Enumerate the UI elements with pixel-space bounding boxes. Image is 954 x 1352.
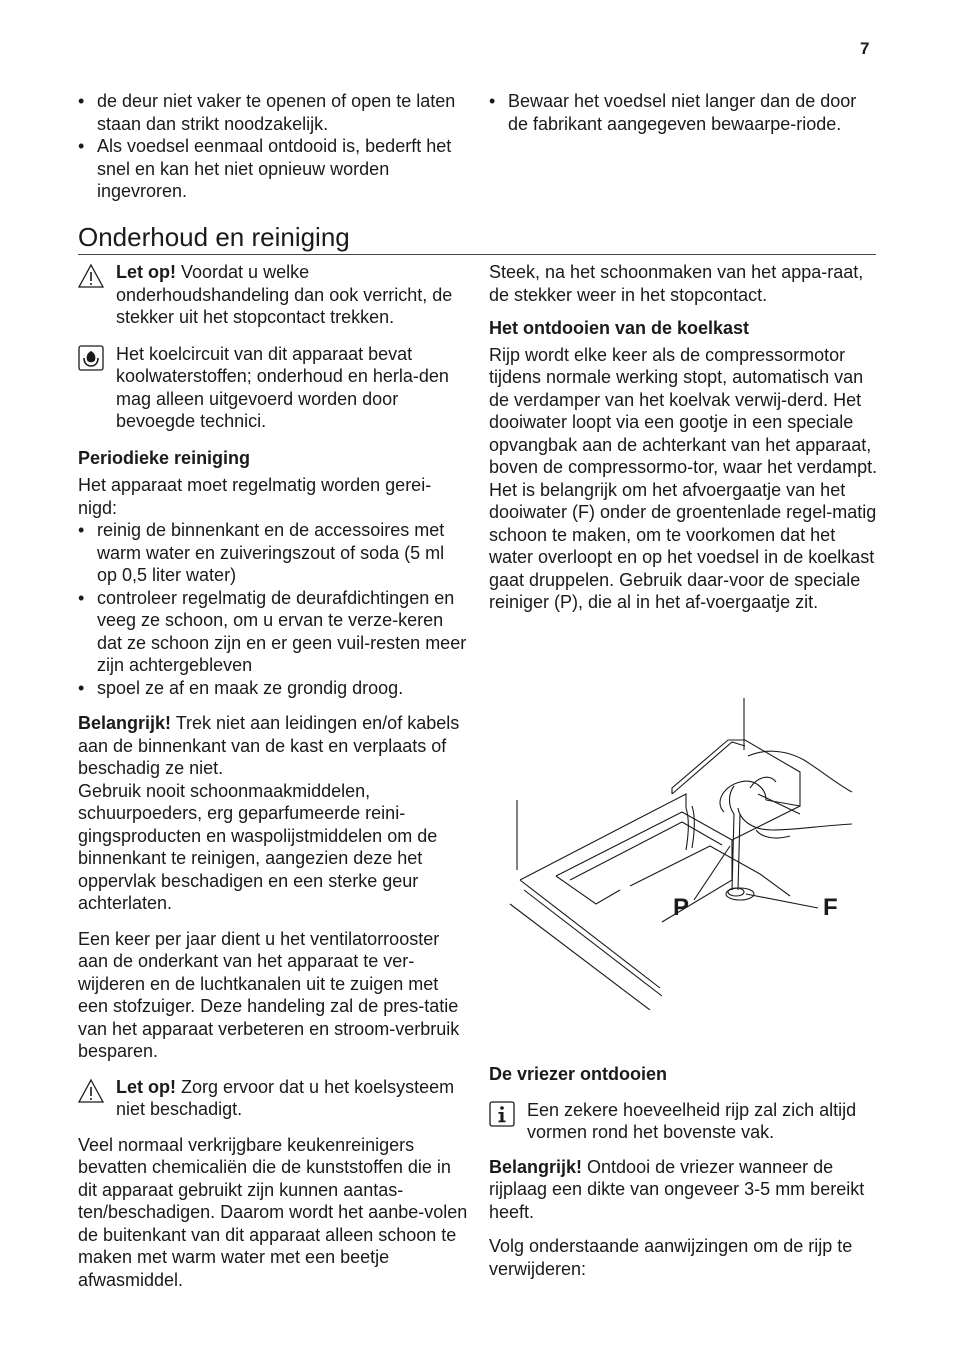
list-item: • reinig de binnenkant en de accessoires met warm water en zuiveringszout of soda (5 ml op 0,5 liter water) xyxy=(78,519,468,587)
warning-body: Zorg ervoor dat u het koelsysteem niet beschadigt. xyxy=(116,1076,455,1119)
warning-notice xyxy=(78,261,468,329)
list-item: • spoel ze af en maak ze grondig droog. xyxy=(78,677,468,700)
warning-label: Let op! xyxy=(116,262,176,282)
info-notice xyxy=(489,1099,879,1144)
yearly-maintenance-paragraph: Een keer per jaar dient u het ventilatorrooster aan de onderkant van het apparaat te ver-wijderen en de luchtkanalen uit te zuigen met een stofzuiger. Deze handeling zal de pres-tatie van het apparaat verbeteren en stroom-verbruik besparen. xyxy=(78,928,460,1061)
left-column xyxy=(78,261,468,1291)
list-item: • controleer regelmatig de deurafdichtingen en veeg ze schoon, om u ervan te verze-keren dat ze schoon zijn en er geen vuil-resten meer zijn achtergebleven xyxy=(78,587,468,677)
plug-back-paragraph: Steek, na het schoonmaken van het appa-raat, de stekker weer in het stopcontact. xyxy=(489,262,864,305)
warning-notice xyxy=(78,1076,468,1121)
list-item: • Als voedsel eenmaal ontdooid is, bederft het snel en kan het niet opnieuw worden ingevroren. xyxy=(78,135,468,203)
top-right-list-block xyxy=(489,90,879,135)
defrost-freezer-heading: De vriezer ontdooien xyxy=(489,1064,668,1084)
periodic-cleaning-intro: Het apparaat moet regelmatig worden gerei-nigd: xyxy=(78,475,432,518)
section-divider xyxy=(78,254,876,255)
warning-text xyxy=(116,1076,468,1121)
drain-cleaning-figure xyxy=(500,690,870,1010)
figure-label-p: P xyxy=(673,894,690,921)
defrost-fridge-paragraph: Rijp wordt elke keer als de compressormotor tijdens normale werking stopt, automatisch van de verdamper van het koelvak verwij-derd. Het dooiwater loopt via een gootje in een speciale opvangbak aan de achterkant van het apparaat, boven de compressormo-tor, waar het verdampt. xyxy=(489,344,878,477)
warning-label: Let op! xyxy=(116,1076,176,1097)
list-item: • Bewaar het voedsel niet langer dan de door de fabrikant aangegeven bewaarpe-riode. xyxy=(489,90,879,135)
freezer-defrost-block xyxy=(489,1063,879,1280)
cleaning-agents-paragraph: Gebruik nooit schoonmaakmiddelen, schuurpoeders, erg geparfumeerde reini-gingsproducten en waspolijstmiddelen om de binnenkant te reinigen, aangezien deze het oppervlak beschadigen en een sterke geur achterlaten. xyxy=(78,780,438,913)
important-label: Belangrijk! xyxy=(489,1156,583,1177)
warning-body: Voordat u welke onderhoudshandeling dan ook verricht, de stekker uit het stopcontact trekken. xyxy=(116,262,453,327)
drain-hole-paragraph: Het is belangrijk om het afvoergaatje van het dooiwater (F) onder de groentenlade regel-matig schoon te maken, om te voorkomen dat het water overloopt en op het voedsel in de koelkast gaat druppelen. Gebruik daar-voor de speciale reiniger (P), die al in het af-voergaatje zit. xyxy=(489,479,877,612)
kitchen-cleaners-paragraph: Veel normaal verkrijgbare keukenreinigers bevatten chemicaliën die de kunststoffen die in dit apparaat gebruikt zijn kunnen aantas-ten/beschadigen. Daarom wordt het aanbe-volen de buitenkant van dit apparaat alleen schoon te maken met warm water met een beetje afwasmiddel. xyxy=(78,1134,468,1290)
top-left-bullets xyxy=(78,90,468,203)
defrost-fridge-heading: Het ontdooien van de koelkast xyxy=(489,318,750,338)
freezer-important-paragraph xyxy=(489,1156,879,1224)
environment-text: Het koelcircuit van dit apparaat bevat koolwaterstoffen; onderhoud en herla-den mag alleen uitgevoerd worden door bevoegde technici. xyxy=(116,343,449,431)
warning-text xyxy=(116,261,468,329)
info-text: Een zekere hoeveelheid rijp zal zich altijd vormen rond het bovenste vak. xyxy=(527,1099,857,1142)
follow-instructions-paragraph: Volg onderstaande aanwijzingen om de rijp te verwijderen: xyxy=(489,1236,853,1279)
important-body: Trek niet aan leidingen en/of kabels aan de binnenkant van de kast en verplaats of beschadig ze niet. xyxy=(78,713,460,778)
section-title: Onderhoud en reiniging xyxy=(78,222,350,252)
warning-triangle-icon xyxy=(78,263,104,289)
info-icon xyxy=(489,1101,515,1127)
important-paragraph xyxy=(78,712,468,780)
important-label: Belangrijk! xyxy=(78,713,172,733)
environment-notice xyxy=(78,343,468,433)
right-column xyxy=(489,261,879,614)
top-left-list-block xyxy=(78,90,468,203)
periodic-cleaning-heading: Periodieke reiniging xyxy=(78,447,251,468)
list-item: • de deur niet vaker te openen of open te laten staan dan strikt noodzakelijk. xyxy=(78,90,468,135)
environment-icon xyxy=(78,345,104,371)
top-right-bullets xyxy=(489,90,879,135)
important-body: Ontdooi de vriezer wanneer de rijplaag een dikte van ongeveer 3-5 mm bereikt heeft. xyxy=(489,1156,865,1222)
warning-triangle-icon xyxy=(78,1078,104,1104)
figure-label-f: F xyxy=(823,894,838,921)
page-number: 7 xyxy=(860,39,870,58)
periodic-cleaning-list xyxy=(78,519,468,699)
